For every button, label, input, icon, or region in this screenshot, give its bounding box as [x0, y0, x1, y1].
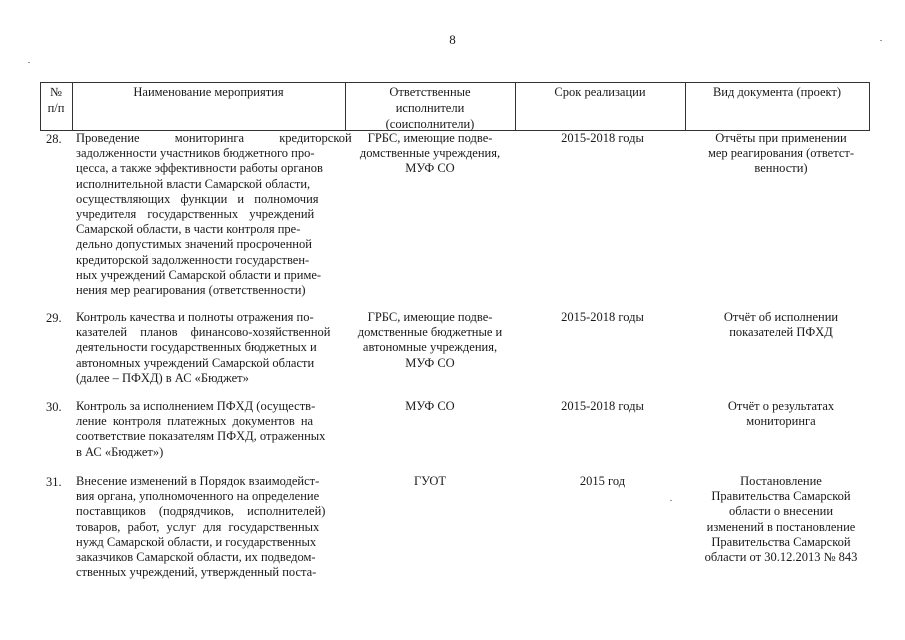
row-28-name: Проведение мониторинга кредиторской задолженности участников бюджетного про- цесса, а также эффективности работы органов исполнительной власти Самарской области, осуществляющих функции и полномочия учредителя государственных учреждений Самарской области, в части контроля пре- дельно допустимых значений просроченной кредиторской задолженности государствен- ных учреждений Самарской области и приме- нения мер реагирования (ответственности) [76, 131, 352, 298]
header-name: Наименование мероприятия [133, 85, 284, 99]
row-31-name: Внесение изменений в Порядок взаимодейст- вия органа, уполномоченного на определение поставщиков (подрядчиков, исполнителей) товаров, работ, услуг для государственных нужд Самарской области, и государственных заказчиков Самарской области, их подведом- ственных учреждений, утвержденный поста- [76, 474, 326, 580]
row-30-term: 2015-2018 годы [561, 399, 644, 413]
header-doc: Вид документа (проект) [712, 85, 842, 99]
row-29-name: Контроль качества и полноты отражения по- казателей планов финансово-хозяйственной деятельности государственных бюджетных и автономных учреждений Самарской области (далее – ПФХД) в АС «Бюджет» [76, 310, 331, 385]
row-29-executors: ГРБС, имеющие подве- домственные бюджетные и автономные учреждения, МУФ СО [357, 310, 503, 370]
row-31-executors: ГУОТ [413, 474, 447, 488]
header-executors: Ответственные исполнители (соисполнители) [385, 85, 475, 131]
row-31-document: Постановление Правительства Самарской области о внесении изменений в постановление Правительства Самарской области от 30.12.2013 № 843 [704, 474, 858, 565]
row-31-term: 2015 год [579, 474, 626, 488]
row-28-term: 2015-2018 годы [561, 131, 644, 145]
scan-speck [880, 40, 882, 41]
row-29-number: 29. [46, 311, 62, 325]
scan-speck [670, 500, 672, 501]
table-right-border [869, 82, 870, 130]
row-30-number: 30. [46, 400, 62, 414]
row-30-executors: МУФ СО [405, 399, 455, 413]
page-number: 8 [449, 32, 456, 47]
row-28-document: Отчёты при применении мер реагирования (ответст- венности) [707, 131, 855, 176]
row-28-executors: ГРБС, имеющие подве- домственные учреждения, МУФ СО [359, 131, 501, 176]
scan-speck [28, 62, 30, 63]
table-top-border [40, 82, 870, 83]
row-30-name: Контроль за исполнением ПФХД (осуществ- ление контроля платежных документов на соответствие показателям ПФХД, отраженных в АС «Бюджет») [76, 399, 326, 459]
row-28-number: 28. [46, 132, 62, 146]
row-31-number: 31. [46, 475, 62, 489]
row-29-document: Отчёт об исполнении показателей ПФХД [723, 310, 839, 340]
row-29-term: 2015-2018 годы [561, 310, 644, 324]
header-term: Срок реализации [554, 85, 646, 99]
row-30-document: Отчёт о результатах мониторинга [727, 399, 835, 429]
header-num: № п/п [47, 85, 65, 115]
